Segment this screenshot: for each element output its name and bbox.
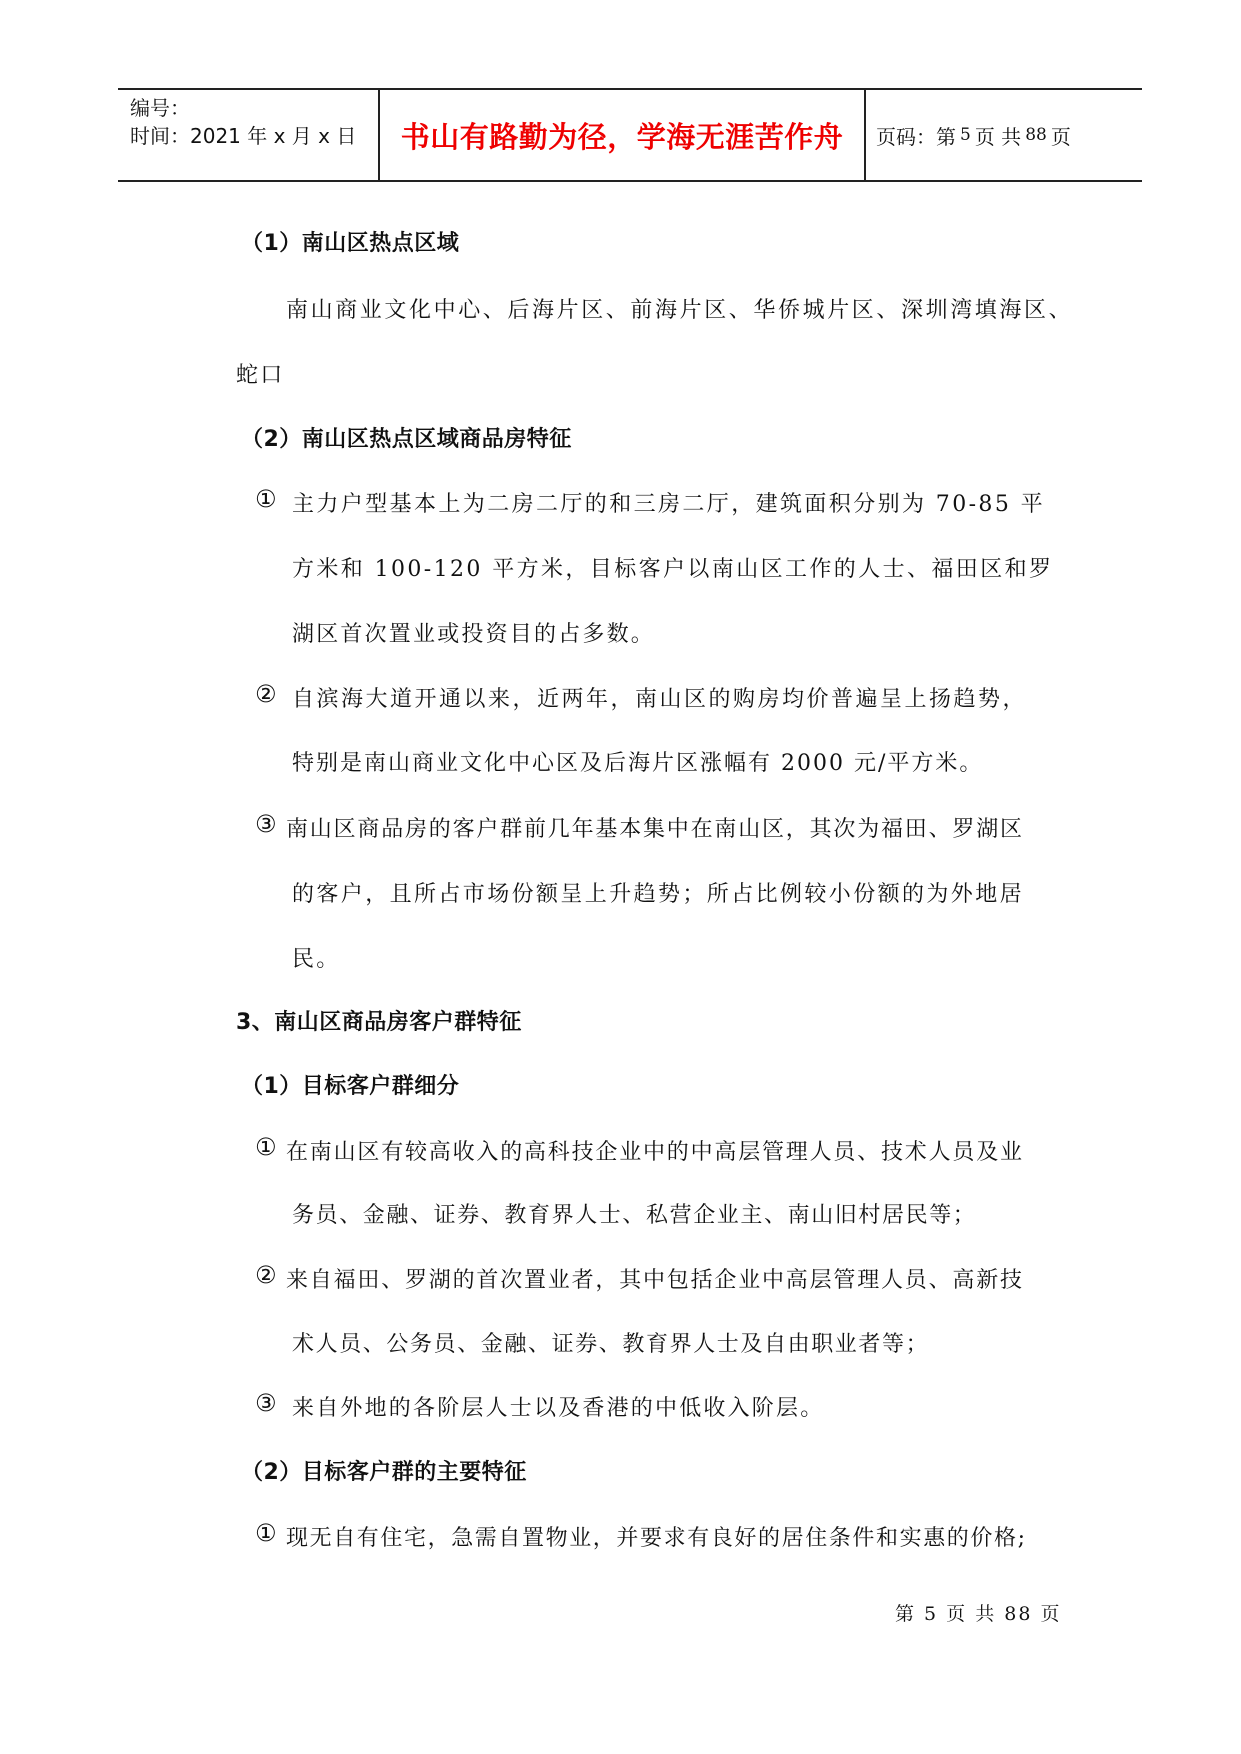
list-item-line: 主力户型基本上为二房二厅的和三房二厅，建筑面积分别为 70-85 平 [292, 492, 1046, 517]
header-divider [864, 88, 866, 182]
list-item-line: 民。 [292, 947, 341, 972]
list-marker: ② [255, 680, 277, 708]
list-item-line: 术人员、公务员、金融、证券、教育界人士及自由职业者等； [292, 1332, 930, 1357]
paragraph-line: 蛇口 [236, 363, 285, 388]
header-meta [130, 94, 356, 150]
page-suffix: 页 [1050, 124, 1071, 149]
section-heading: （2）目标客户群的主要特征 [241, 1460, 527, 1485]
serial-label: 编号： [130, 96, 190, 120]
list-marker: ① [255, 485, 277, 513]
page-footer: 第 5 页 共 88 页 [895, 1603, 1062, 1625]
section-heading: （1）南山区热点区域 [241, 231, 460, 256]
page-mid: 页 共 [974, 124, 1022, 149]
list-marker: ① [255, 1133, 277, 1161]
section-heading: （1）目标客户群细分 [241, 1074, 460, 1099]
list-item-line: 在南山区有较高收入的高科技企业中的中高层管理人员、技术人员及业 [286, 1140, 1024, 1165]
list-item-line: 自滨海大道开通以来，近两年，南山区的购房均价普遍呈上扬趋势， [292, 687, 1028, 712]
time-label: 时间：2021 年 x 月 x 日 [130, 124, 357, 148]
list-item-line: 的客户，且所占市场份额呈上升趋势；所占比例较小份额的为外地居 [292, 882, 1025, 907]
page-number: 5 [960, 125, 971, 145]
page-total: 88 [1025, 125, 1047, 145]
list-marker: ③ [255, 1389, 277, 1417]
list-marker: ② [255, 1261, 277, 1289]
section-heading: 3、南山区商品房客户群特征 [236, 1010, 522, 1035]
list-item-line: 务员、金融、证券、教育界人士、私营企业主、南山旧村居民等； [292, 1203, 977, 1228]
page-header [118, 88, 1142, 182]
list-item-line: 特别是南山商业文化中心区及后海片区涨幅有 2000 元/平方米。 [292, 751, 984, 776]
section-heading: （2）南山区热点区域商品房特征 [241, 427, 572, 452]
list-marker: ① [255, 1519, 277, 1547]
list-item-line: 南山区商品房的客户群前几年基本集中在南山区，其次为福田、罗湖区 [286, 817, 1024, 842]
header-motto: 书山有路勤为径，学海无涯苦作舟 [400, 119, 844, 154]
list-item-line: 来自福田、罗湖的首次置业者，其中包括企业中高层管理人员、高新技 [286, 1268, 1024, 1293]
list-item-line: 来自外地的各阶层人士以及香港的中低收入阶层。 [292, 1396, 825, 1421]
list-item-line: 方米和 100-120 平方米，目标客户以南山区工作的人士、福田区和罗 [292, 557, 1054, 582]
header-page-info [876, 88, 1071, 182]
list-marker: ③ [255, 810, 277, 838]
page-prefix: 页码：第 [876, 124, 956, 149]
list-item-line: 湖区首次置业或投资目的占多数。 [292, 622, 656, 647]
paragraph-line: 南山商业文化中心、后海片区、前海片区、华侨城片区、深圳湾填海区、 [286, 298, 1074, 323]
list-item-line: 现无自有住宅，急需自置物业，并要求有良好的居住条件和实惠的价格; [286, 1526, 1027, 1551]
